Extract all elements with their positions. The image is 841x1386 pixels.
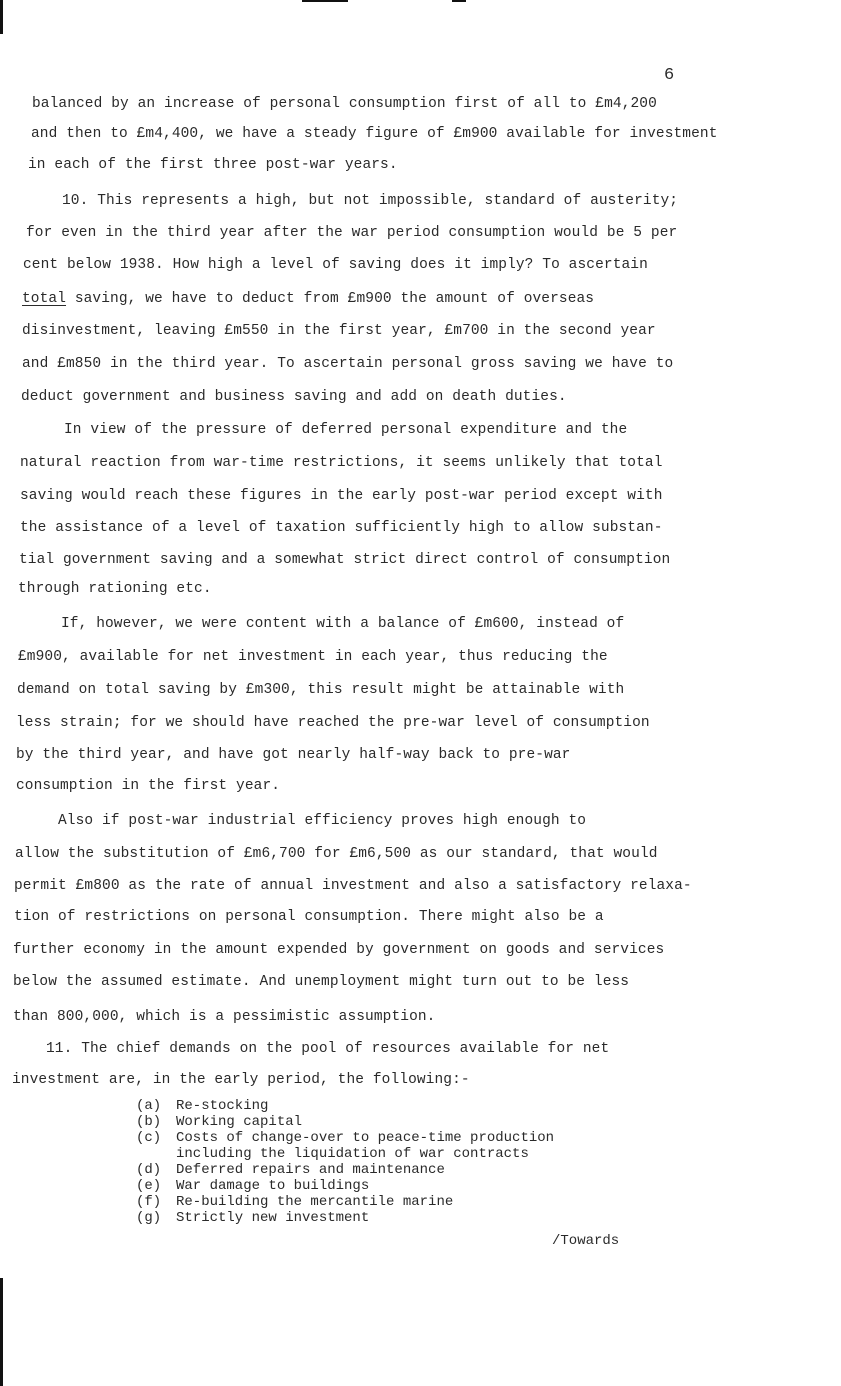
text-line [26, 224, 677, 242]
line-text: by the third year, and have got nearly half-way back to pre-war [16, 747, 571, 763]
line-text: investment are, in the early period, the following:- [12, 1072, 470, 1088]
text-line [20, 519, 663, 537]
line-text: 11. The chief demands on the pool of resources available for net [46, 1041, 610, 1057]
text-line [13, 973, 629, 991]
list-marker: (g) [136, 1210, 162, 1226]
page-number: 6 [664, 66, 675, 85]
line-text: Also if post-war industrial efficiency proves high enough to [58, 813, 587, 829]
text-line [20, 487, 663, 505]
text-line [31, 125, 718, 143]
list-marker: (e) [136, 1178, 162, 1194]
line-text: disinvestment, leaving £m550 in the first year, £m700 in the second year [22, 323, 656, 339]
catchword: /Towards [552, 1233, 620, 1249]
line-text: demand on total saving by £m300, this result might be attainable with [17, 682, 625, 698]
line-text: than 800,000, which is a pessimistic assumption. [13, 1009, 436, 1025]
line-text: and then to £m4,400, we have a steady figure of £m900 available for investment [31, 126, 718, 142]
list-marker: (f) [136, 1194, 162, 1210]
text-line [22, 290, 594, 308]
text-line [58, 812, 586, 830]
list-item-text: Re-building the mercantile marine [176, 1194, 454, 1210]
text-line [12, 1071, 470, 1089]
text-line [20, 454, 663, 472]
scan-edge-mark-bottom-left [0, 1278, 3, 1386]
list-item-text: Costs of change-over to peace-time production [176, 1130, 555, 1146]
line-text: tial government saving and a somewhat strict direct control of consumption [19, 552, 671, 568]
list-item-text: Re-stocking [176, 1098, 269, 1114]
line-text: If, however, we were content with a balance of £m600, instead of [61, 616, 625, 632]
line-text: in each of the first three post-war years. [28, 157, 398, 173]
list-item-text: Working capital [176, 1114, 303, 1130]
list-marker: (a) [136, 1098, 162, 1114]
text-line [22, 355, 673, 373]
scan-edge-mark-top-left [0, 0, 3, 34]
line-text: below the assumed estimate. And unemployment might turn out to be less [13, 974, 630, 990]
text-line [16, 746, 571, 764]
list-marker: (d) [136, 1162, 162, 1178]
text-line [32, 95, 657, 113]
line-text: £m900, available for net investment in each year, thus reducing the [18, 649, 608, 665]
text-line [28, 156, 398, 174]
line-text: saving, we have to deduct from £m900 the amount of overseas [66, 291, 595, 307]
scan-edge-mark-top-dash [452, 0, 466, 2]
line-text: cent below 1938. How high a level of saving does it imply? To ascertain [23, 257, 648, 273]
text-line [23, 256, 648, 274]
line-text: 10. This represents a high, but not impossible, standard of austerity; [62, 193, 679, 209]
text-line [62, 192, 678, 210]
line-text: through rationing etc. [18, 581, 212, 597]
line-text: deduct government and business saving and add on death duties. [21, 389, 567, 405]
line-text: natural reaction from war-time restrictions, it seems unlikely that total [20, 455, 663, 471]
line-text: less strain; for we should have reached the pre-war level of consumption [16, 715, 650, 731]
line-text: saving would reach these figures in the early post-war period except with [20, 488, 663, 504]
line-text: permit £m800 as the rate of annual investment and also a satisfactory relaxa- [14, 878, 692, 894]
text-line [15, 845, 658, 863]
line-text: the assistance of a level of taxation sufficiently high to allow substan- [20, 520, 663, 536]
line-text: further economy in the amount expended by government on goods and services [13, 942, 665, 958]
text-line [16, 714, 650, 732]
text-line [21, 388, 567, 406]
text-line [61, 615, 624, 633]
list-item-text: Deferred repairs and maintenance [176, 1162, 445, 1178]
text-line [17, 681, 624, 699]
line-text: consumption in the first year. [16, 778, 281, 794]
text-line [13, 1008, 435, 1026]
text-line [14, 877, 692, 895]
text-line [64, 421, 627, 439]
list-marker: (b) [136, 1114, 162, 1130]
list-item-text: War damage to buildings [176, 1178, 370, 1194]
text-line [13, 941, 664, 959]
text-line [18, 580, 212, 598]
scan-edge-mark-top [302, 0, 348, 2]
text-line [14, 908, 604, 926]
line-text: In view of the pressure of deferred personal expenditure and the [64, 422, 628, 438]
list-item-text: including the liquidation of war contracts [176, 1146, 529, 1162]
line-text: allow the substitution of £m6,700 for £m6,500 as our standard, that would [15, 846, 658, 862]
line-text: balanced by an increase of personal consumption first of all to £m4,200 [32, 96, 657, 112]
line-text: for even in the third year after the war period consumption would be 5 per [26, 225, 678, 241]
text-line [19, 551, 670, 569]
text-line [22, 322, 656, 340]
line-text: tion of restrictions on personal consumption. There might also be a [14, 909, 604, 925]
list-marker: (c) [136, 1130, 162, 1146]
text-line [18, 648, 608, 666]
text-line [46, 1040, 609, 1058]
underlined-word: total [22, 291, 67, 307]
line-text: and £m850 in the third year. To ascertain personal gross saving we have to [22, 356, 674, 372]
text-line [16, 777, 280, 795]
list-item-text: Strictly new investment [176, 1210, 370, 1226]
